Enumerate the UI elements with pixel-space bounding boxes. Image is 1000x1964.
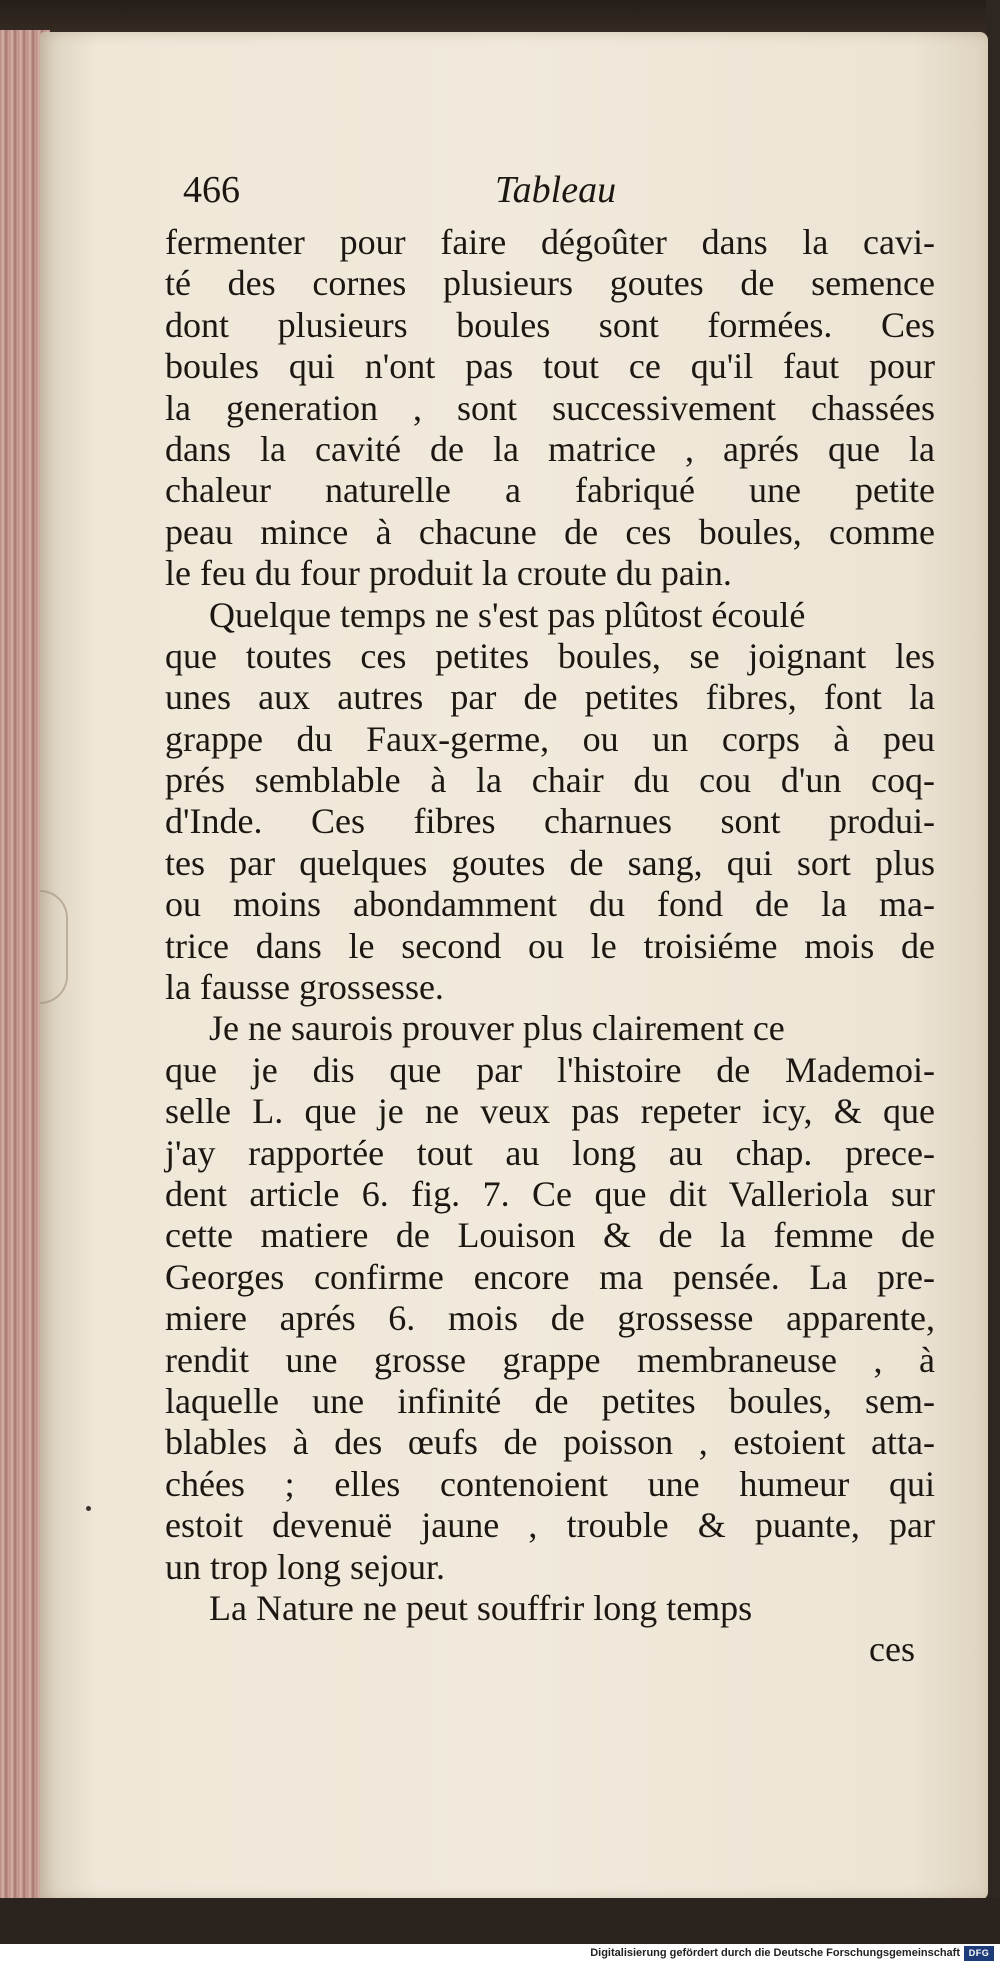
scanner-background-bottom bbox=[0, 1898, 1000, 1944]
text-line: blables à des œufs de poisson , estoient atta- bbox=[165, 1422, 935, 1463]
text-line: la generation , sont successivement chassées bbox=[165, 387, 935, 428]
page-text bbox=[165, 168, 935, 1671]
text-line: que je dis que par l'histoire de Mademoi- bbox=[165, 1049, 935, 1090]
text-line: chaleur naturelle a fabriqué une petite bbox=[165, 470, 935, 511]
text-line: la fausse grossesse. bbox=[165, 967, 444, 1008]
running-head bbox=[165, 168, 935, 222]
text-line: trice dans le second ou le troisiéme mois de bbox=[165, 925, 935, 966]
running-title: Tableau bbox=[495, 169, 617, 211]
text-line: le feu du four produit la croute du pain. bbox=[165, 553, 732, 594]
text-line: tes par quelques goutes de sang, qui sort plus bbox=[165, 842, 935, 883]
text-line: dent article 6. fig. 7. Ce que dit Valleriola sur bbox=[165, 1173, 935, 1214]
text-lines bbox=[165, 222, 935, 1629]
text-line: dont plusieurs boules sont formées. Ces bbox=[165, 304, 935, 345]
text-line: unes aux autres par de petites fibres, font la bbox=[165, 677, 935, 718]
text-line: prés semblable à la chair du cou d'un coq- bbox=[165, 760, 935, 801]
text-line: cette matiere de Louison & de la femme de bbox=[165, 1215, 935, 1256]
text-line: té des cornes plusieurs goutes de semence bbox=[165, 263, 935, 304]
digitization-credit: Digitalisierung gefördert durch die Deutsche Forschungsgemeinschaft bbox=[590, 1947, 960, 1959]
scanner-background-right bbox=[986, 0, 1000, 1964]
page-number: 466 bbox=[183, 169, 240, 211]
text-line: boules qui n'ont pas tout ce qu'il faut pour bbox=[165, 346, 935, 387]
text-line: selle L. que je ne veux pas repeter icy, & que bbox=[165, 1091, 935, 1132]
text-line: laquelle une infinité de petites boules, sem- bbox=[165, 1380, 935, 1421]
text-line: La Nature ne peut souffrir long temps bbox=[209, 1587, 753, 1628]
text-line: Je ne saurois prouver plus clairement ce bbox=[209, 1008, 785, 1049]
text-line: grappe du Faux-germe, ou un corps à peu bbox=[165, 718, 935, 759]
text-line: chées ; elles contenoient une humeur qui bbox=[165, 1463, 935, 1504]
text-line: ou moins abondamment du fond de la ma- bbox=[165, 884, 935, 925]
book-clip bbox=[40, 890, 68, 1004]
text-line: fermenter pour faire dégoûter dans la cavi- bbox=[165, 222, 935, 262]
text-line: peau mince à chacune de ces boules, comme bbox=[165, 511, 935, 552]
text-line: miere aprés 6. mois de grossesse apparente, bbox=[165, 1298, 935, 1339]
text-line: que toutes ces petites boules, se joignant les bbox=[165, 635, 935, 676]
text-line: Georges confirme encore ma pensée. La pre- bbox=[165, 1256, 935, 1297]
text-line: estoit devenuë jaune , trouble & puante, par bbox=[165, 1505, 935, 1546]
dfg-logo: DFG bbox=[964, 1946, 994, 1961]
text-line: d'Inde. Ces fibres charnues sont produi- bbox=[165, 801, 935, 842]
text-line: j'ay rapportée tout au long au chap. prece- bbox=[165, 1132, 935, 1173]
text-line: Quelque temps ne s'est pas plûtost écoulé bbox=[209, 594, 806, 635]
margin-mark bbox=[86, 1506, 91, 1511]
catchword: ces bbox=[869, 1629, 915, 1670]
text-line: rendit une grosse grappe membraneuse , à bbox=[165, 1339, 935, 1380]
text-line: dans la cavité de la matrice , aprés que la bbox=[165, 428, 935, 469]
text-line: un trop long sejour. bbox=[165, 1546, 445, 1587]
